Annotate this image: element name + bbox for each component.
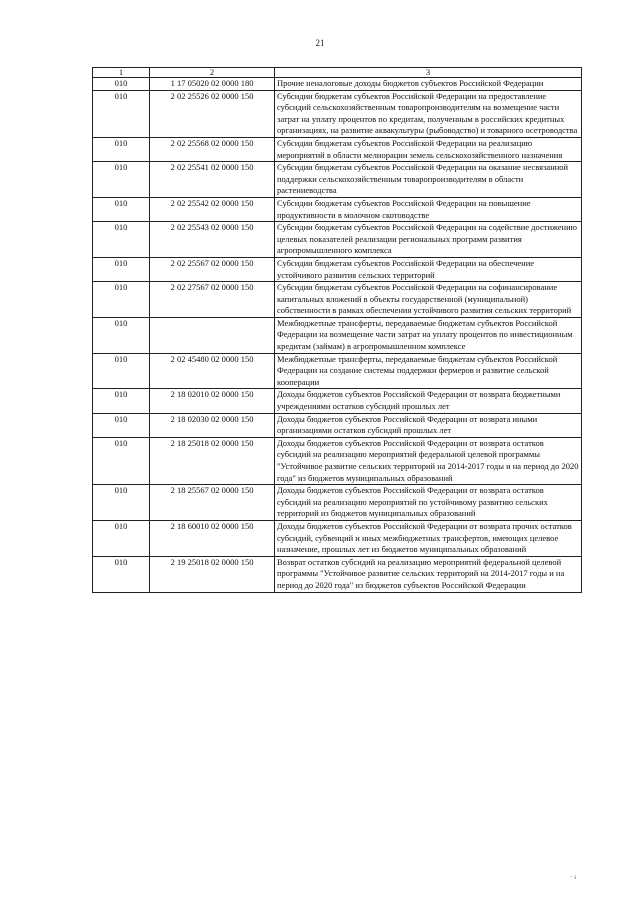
header-col-3: 3 (275, 68, 582, 78)
admin-code-cell: 010 (93, 222, 150, 258)
revenue-codes-table (92, 67, 582, 593)
table-row (93, 317, 582, 353)
table-row (93, 437, 582, 484)
admin-code-cell: 010 (93, 556, 150, 592)
revenue-name-cell: Межбюджетные трансферты, передаваемые бюджетам субъектов Российской Федерации на создание системы поддержки фермеров и развитие сельской кооперации (275, 353, 582, 389)
revenue-name-cell: Субсидии бюджетам субъектов Российской Федерации на содействие достижению целевых показателей реализации региональных программ развития агропромышленного комплекса (275, 222, 582, 258)
revenue-code-cell: 2 18 25567 02 0000 150 (150, 485, 275, 521)
admin-code-cell: 010 (93, 257, 150, 281)
table-row (93, 257, 582, 281)
revenue-code-cell: 2 02 25526 02 0000 150 (150, 90, 275, 137)
revenue-code-cell: 2 02 27567 02 0000 150 (150, 282, 275, 318)
admin-code-cell: 010 (93, 389, 150, 413)
table-row (93, 222, 582, 258)
table-row (93, 282, 582, 318)
table-header-row (93, 68, 582, 78)
table-row (93, 485, 582, 521)
table-row (93, 520, 582, 556)
admin-code-cell: 010 (93, 437, 150, 484)
admin-code-cell: 010 (93, 197, 150, 221)
revenue-name-cell: Субсидии бюджетам субъектов Российской Федерации на реализацию мероприятий в области мелиорации земель сельскохозяйственного назначения (275, 137, 582, 161)
revenue-name-cell: Межбюджетные трансферты, передаваемые бюджетам субъектов Российской Федерации на возмещение части затрат на уплату процентов по инвестиционным кредитам (займам) в агропромышленном комплексе (275, 317, 582, 353)
admin-code-cell: 010 (93, 162, 150, 198)
revenue-name-cell: Субсидии бюджетам субъектов Российской Федерации на оказание несвязанной поддержки сельскохозяйственным товаропроизводителям в области растениеводства (275, 162, 582, 198)
revenue-code-cell: 2 02 25568 02 0000 150 (150, 137, 275, 161)
table-row (93, 413, 582, 437)
revenue-name-cell: Субсидии бюджетам субъектов Российской Федерации на софинансирование капитальных вложений в объекты государственной (муниципальной) собственности в рамках обеспечения устойчивого развития сельских территорий (275, 282, 582, 318)
admin-code-cell: 010 (93, 282, 150, 318)
table-row (93, 162, 582, 198)
header-col-1: 1 (93, 68, 150, 78)
revenue-name-cell: Субсидии бюджетам субъектов Российской Федерации на повышение продуктивности в молочном скотоводстве (275, 197, 582, 221)
revenue-code-cell: 2 18 25018 02 0000 150 (150, 437, 275, 484)
revenue-code-cell: 2 02 25567 02 0000 150 (150, 257, 275, 281)
revenue-name-cell: Доходы бюджетов субъектов Российской Федерации от возврата бюджетными учреждениями остатков субсидий прошлых лет (275, 389, 582, 413)
revenue-name-cell: Доходы бюджетов субъектов Российской Федерации от возврата иными организациями остатков субсидий прошлых лет (275, 413, 582, 437)
revenue-code-cell: 2 02 25541 02 0000 150 (150, 162, 275, 198)
page-number: 21 (315, 38, 325, 48)
admin-code-cell: 010 (93, 413, 150, 437)
footer-mark: · ı (570, 873, 577, 881)
admin-code-cell: 010 (93, 485, 150, 521)
table-row (93, 197, 582, 221)
header-col-2: 2 (150, 68, 275, 78)
revenue-name-cell: Субсидии бюджетам субъектов Российской Федерации на предоставление субсидий сельскохозяйственным товаропроизводителям на возмещение части затрат на уплату процентов по кредитам, полученным в российских кредитных организациях, на развитие аквакультуры (рыбоводство) и товарного осетроводства (275, 90, 582, 137)
revenue-code-cell: 2 02 25542 02 0000 150 (150, 197, 275, 221)
admin-code-cell: 010 (93, 90, 150, 137)
revenue-code-cell: 1 17 05020 02 0000 180 (150, 78, 275, 91)
admin-code-cell: 010 (93, 317, 150, 353)
admin-code-cell: 010 (93, 520, 150, 556)
table-row (93, 137, 582, 161)
revenue-name-cell: Субсидии бюджетам субъектов Российской Федерации на обеспечение устойчивого развития сельских территорий (275, 257, 582, 281)
revenue-code-cell: 2 18 02030 02 0000 150 (150, 413, 275, 437)
revenue-name-cell: Доходы бюджетов субъектов Российской Федерации от возврата остатков субсидий на реализацию мероприятий по устойчивому развитию сельских территорий из бюджетов муниципальных образований (275, 485, 582, 521)
revenue-name-cell: Доходы бюджетов субъектов Российской Федерации от возврата прочих остатков субсидий, субвенций и иных межбюджетных трансфертов, имеющих целевое назначение, прошлых лет из бюджетов муниципальных образований (275, 520, 582, 556)
admin-code-cell: 010 (93, 353, 150, 389)
revenue-code-cell: 2 18 60010 02 0000 150 (150, 520, 275, 556)
table-row (93, 78, 582, 91)
admin-code-cell: 010 (93, 137, 150, 161)
revenue-name-cell: Возврат остатков субсидий на реализацию мероприятий федеральной целевой программы "Устойчивое развитие сельских территорий на 2014-2017 годы и на период до 2020 года" из бюджетов субъектов Российской Федерации (275, 556, 582, 592)
revenue-code-cell: 2 19 25018 02 0000 150 (150, 556, 275, 592)
revenue-name-cell: Доходы бюджетов субъектов Российской Федерации от возврата остатков субсидий на реализацию мероприятий федеральной целевой программы "Устойчивое развитие сельских территорий на 2014-2017 годы и на период до 2020 года" из бюджетов муниципальных образований (275, 437, 582, 484)
table-row (93, 353, 582, 389)
revenue-code-cell: 2 18 02010 02 0000 150 (150, 389, 275, 413)
table-row (93, 90, 582, 137)
revenue-code-cell: 2 02 45480 02 0000 150 (150, 353, 275, 389)
revenue-name-cell: Прочие неналоговые доходы бюджетов субъектов Российской Федерации (275, 78, 582, 91)
revenue-code-cell: 2 02 25543 02 0000 150 (150, 222, 275, 258)
revenue-code-cell (150, 317, 275, 353)
admin-code-cell: 010 (93, 78, 150, 91)
table-row (93, 389, 582, 413)
table-row (93, 556, 582, 592)
